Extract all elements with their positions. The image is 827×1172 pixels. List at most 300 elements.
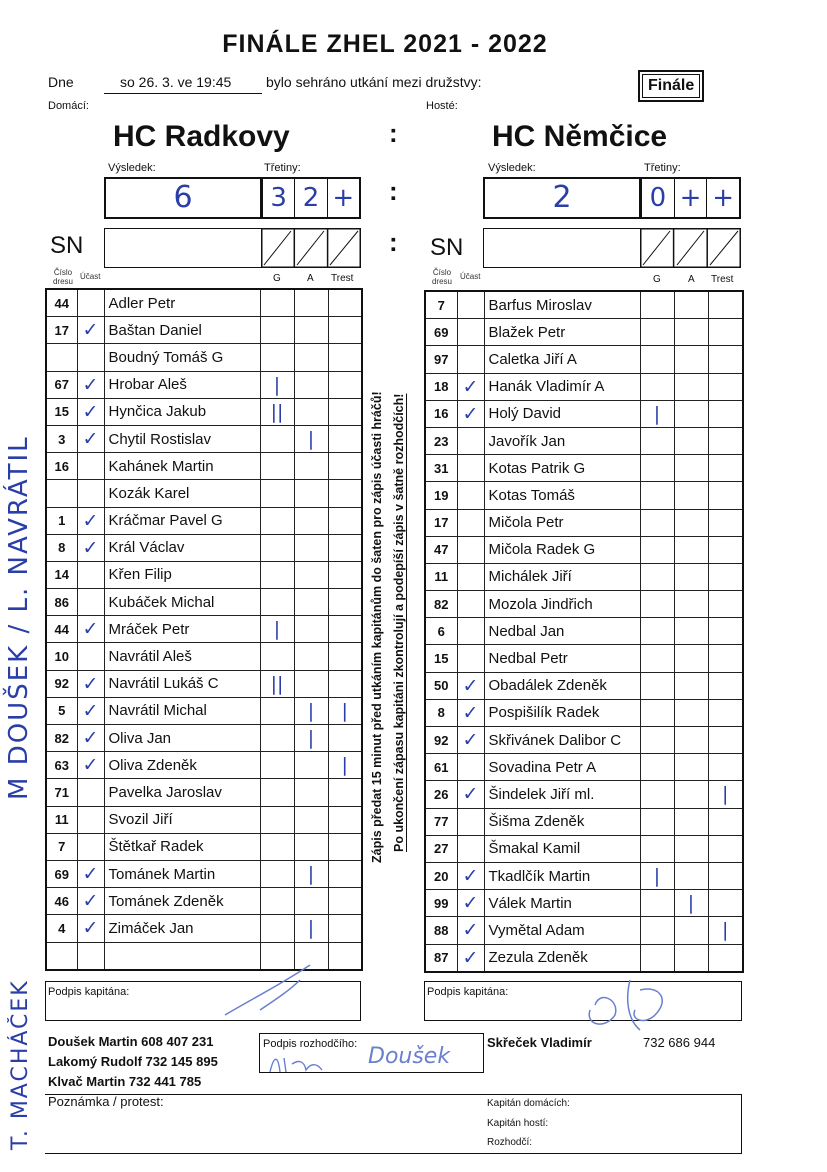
home-player-penalty[interactable] bbox=[328, 507, 362, 534]
home-player-attendance[interactable] bbox=[77, 833, 104, 860]
home-player-name[interactable]: Navrátil Aleš bbox=[104, 643, 260, 670]
guest-player-number[interactable]: 6 bbox=[425, 618, 457, 645]
home-player-number[interactable]: 86 bbox=[46, 589, 77, 616]
guest-player-name[interactable]: Nedbal Jan bbox=[484, 618, 640, 645]
guest-player-name[interactable]: Kotas Tomáš bbox=[484, 482, 640, 509]
guest-player-number[interactable]: 8 bbox=[425, 699, 457, 726]
home-player-number[interactable]: 69 bbox=[46, 860, 77, 887]
home-player-name[interactable]: Pavelka Jaroslav bbox=[104, 779, 260, 806]
guest-player-assists[interactable] bbox=[674, 727, 708, 754]
guest-player-penalty[interactable] bbox=[708, 835, 743, 862]
guest-player-goals[interactable] bbox=[640, 373, 674, 400]
home-player-name[interactable]: Oliva Zdeněk bbox=[104, 752, 260, 779]
home-player-name[interactable]: Hrobar Aleš bbox=[104, 371, 260, 398]
guest-player-goals[interactable] bbox=[640, 835, 674, 862]
guest-player-number[interactable]: 7 bbox=[425, 291, 457, 319]
home-player-attendance[interactable] bbox=[77, 643, 104, 670]
home-player-assists[interactable] bbox=[294, 371, 328, 398]
guest-player-attendance[interactable] bbox=[457, 427, 484, 454]
guest-player-number[interactable]: 19 bbox=[425, 482, 457, 509]
guest-player-goals[interactable] bbox=[640, 427, 674, 454]
home-player-penalty[interactable] bbox=[328, 725, 362, 752]
guest-player-assists[interactable] bbox=[674, 536, 708, 563]
home-player-number[interactable]: 5 bbox=[46, 697, 77, 724]
home-player-attendance[interactable] bbox=[77, 589, 104, 616]
home-player-name[interactable]: Křen Filip bbox=[104, 561, 260, 588]
home-player-assists[interactable] bbox=[294, 643, 328, 670]
guest-player-number[interactable]: 69 bbox=[425, 319, 457, 346]
guest-player-penalty[interactable] bbox=[708, 400, 743, 427]
home-player-goals[interactable] bbox=[260, 860, 294, 887]
guest-player-penalty[interactable] bbox=[708, 536, 743, 563]
home-player-goals[interactable] bbox=[260, 425, 294, 452]
home-player-attendance[interactable] bbox=[77, 779, 104, 806]
home-player-number[interactable]: 10 bbox=[46, 643, 77, 670]
guest-player-name[interactable]: Válek Martin bbox=[484, 890, 640, 917]
home-player-goals[interactable] bbox=[260, 752, 294, 779]
guest-player-goals[interactable] bbox=[640, 482, 674, 509]
home-player-assists[interactable]: | bbox=[294, 425, 328, 452]
guest-player-attendance[interactable] bbox=[457, 319, 484, 346]
home-player-penalty[interactable] bbox=[328, 317, 362, 344]
home-player-assists[interactable] bbox=[294, 670, 328, 697]
home-player-assists[interactable] bbox=[294, 752, 328, 779]
home-player-penalty[interactable] bbox=[328, 643, 362, 670]
guest-player-penalty[interactable] bbox=[708, 346, 743, 373]
home-player-assists[interactable] bbox=[294, 561, 328, 588]
guest-player-attendance[interactable] bbox=[457, 835, 484, 862]
home-player-goals[interactable] bbox=[260, 833, 294, 860]
home-player-name[interactable]: Štětkař Radek bbox=[104, 833, 260, 860]
home-player-penalty[interactable] bbox=[328, 480, 362, 507]
home-player-penalty[interactable] bbox=[328, 616, 362, 643]
home-player-assists[interactable] bbox=[294, 616, 328, 643]
guest-player-number[interactable]: 17 bbox=[425, 509, 457, 536]
home-player-number[interactable]: 82 bbox=[46, 725, 77, 752]
guest-player-attendance[interactable]: ✓ bbox=[457, 672, 484, 699]
home-player-name[interactable]: Tománek Zdeněk bbox=[104, 888, 260, 915]
home-player-goals[interactable] bbox=[260, 725, 294, 752]
home-player-number[interactable]: 15 bbox=[46, 398, 77, 425]
home-player-assists[interactable] bbox=[294, 317, 328, 344]
guest-player-assists[interactable] bbox=[674, 319, 708, 346]
home-player-penalty[interactable] bbox=[328, 860, 362, 887]
home-player-assists[interactable]: | bbox=[294, 725, 328, 752]
guest-player-attendance[interactable] bbox=[457, 618, 484, 645]
home-player-attendance[interactable] bbox=[77, 561, 104, 588]
home-player-attendance[interactable]: ✓ bbox=[77, 752, 104, 779]
guest-player-attendance[interactable] bbox=[457, 291, 484, 319]
home-player-number[interactable]: 8 bbox=[46, 534, 77, 561]
home-player-penalty[interactable] bbox=[328, 561, 362, 588]
home-player-penalty[interactable] bbox=[328, 289, 362, 317]
guest-player-goals[interactable] bbox=[640, 536, 674, 563]
home-player-assists[interactable]: | bbox=[294, 860, 328, 887]
guest-player-goals[interactable] bbox=[640, 618, 674, 645]
guest-player-goals[interactable] bbox=[640, 563, 674, 590]
home-player-goals[interactable] bbox=[260, 507, 294, 534]
home-player-number[interactable]: 7 bbox=[46, 833, 77, 860]
home-player-name[interactable]: Kubáček Michal bbox=[104, 589, 260, 616]
guest-player-attendance[interactable]: ✓ bbox=[457, 699, 484, 726]
home-player-number[interactable]: 17 bbox=[46, 317, 77, 344]
guest-player-goals[interactable] bbox=[640, 455, 674, 482]
guest-player-name[interactable]: Vymětal Adam bbox=[484, 917, 640, 944]
home-player-name[interactable]: Hynčica Jakub bbox=[104, 398, 260, 425]
guest-player-penalty[interactable] bbox=[708, 509, 743, 536]
guest-player-number[interactable]: 92 bbox=[425, 727, 457, 754]
guest-player-assists[interactable]: | bbox=[674, 890, 708, 917]
home-player-penalty[interactable] bbox=[328, 589, 362, 616]
home-player-penalty[interactable] bbox=[328, 833, 362, 860]
guest-player-number[interactable]: 88 bbox=[425, 917, 457, 944]
guest-player-number[interactable]: 97 bbox=[425, 346, 457, 373]
guest-player-goals[interactable] bbox=[640, 319, 674, 346]
home-player-assists[interactable] bbox=[294, 289, 328, 317]
home-player-name[interactable]: Adler Petr bbox=[104, 289, 260, 317]
home-player-attendance[interactable]: ✓ bbox=[77, 317, 104, 344]
home-player-goals[interactable] bbox=[260, 779, 294, 806]
home-player-number[interactable]: 3 bbox=[46, 425, 77, 452]
home-player-goals[interactable]: || bbox=[260, 670, 294, 697]
guest-player-penalty[interactable] bbox=[708, 591, 743, 618]
home-player-name[interactable]: Chytil Rostislav bbox=[104, 425, 260, 452]
home-player-goals[interactable] bbox=[260, 561, 294, 588]
guest-player-attendance[interactable] bbox=[457, 346, 484, 373]
home-player-number[interactable]: 16 bbox=[46, 453, 77, 480]
home-player-attendance[interactable]: ✓ bbox=[77, 697, 104, 724]
guest-player-name[interactable]: Zezula Zdeněk bbox=[484, 944, 640, 972]
guest-player-assists[interactable] bbox=[674, 944, 708, 972]
home-player-goals[interactable] bbox=[260, 643, 294, 670]
guest-player-name[interactable]: Michálek Jiří bbox=[484, 563, 640, 590]
home-player-number[interactable] bbox=[46, 344, 77, 371]
guest-player-number[interactable]: 61 bbox=[425, 754, 457, 781]
guest-player-number[interactable]: 27 bbox=[425, 835, 457, 862]
home-player-penalty[interactable] bbox=[328, 915, 362, 942]
guest-player-goals[interactable] bbox=[640, 672, 674, 699]
home-player-number[interactable]: 71 bbox=[46, 779, 77, 806]
guest-player-penalty[interactable] bbox=[708, 808, 743, 835]
home-player-assists[interactable] bbox=[294, 779, 328, 806]
home-player-goals[interactable] bbox=[260, 589, 294, 616]
guest-player-name[interactable]: Mozola Jindřich bbox=[484, 591, 640, 618]
home-player-attendance[interactable]: ✓ bbox=[77, 425, 104, 452]
home-player-goals[interactable] bbox=[260, 480, 294, 507]
guest-player-name[interactable]: Mičola Radek G bbox=[484, 536, 640, 563]
guest-player-penalty[interactable] bbox=[708, 645, 743, 672]
guest-player-attendance[interactable]: ✓ bbox=[457, 917, 484, 944]
home-player-goals[interactable]: | bbox=[260, 616, 294, 643]
guest-player-goals[interactable] bbox=[640, 917, 674, 944]
home-player-number[interactable] bbox=[46, 942, 77, 970]
home-player-attendance[interactable] bbox=[77, 453, 104, 480]
home-sn-periods bbox=[261, 228, 361, 268]
guest-player-assists[interactable] bbox=[674, 699, 708, 726]
guest-player-attendance[interactable]: ✓ bbox=[457, 890, 484, 917]
home-player-assists[interactable]: | bbox=[294, 697, 328, 724]
guest-player-number[interactable]: 15 bbox=[425, 645, 457, 672]
guest-player-attendance[interactable] bbox=[457, 754, 484, 781]
guest-player-attendance[interactable] bbox=[457, 591, 484, 618]
guest-player-assists[interactable] bbox=[674, 591, 708, 618]
guest-player-assists[interactable] bbox=[674, 509, 708, 536]
home-player-penalty[interactable] bbox=[328, 425, 362, 452]
home-player-penalty[interactable] bbox=[328, 806, 362, 833]
guest-player-assists[interactable] bbox=[674, 808, 708, 835]
guest-player-assists[interactable] bbox=[674, 754, 708, 781]
guest-player-name[interactable]: Hanák Vladimír A bbox=[484, 373, 640, 400]
home-player-goals[interactable]: || bbox=[260, 398, 294, 425]
guest-player-penalty[interactable] bbox=[708, 482, 743, 509]
home-player-goals[interactable] bbox=[260, 453, 294, 480]
home-player-name[interactable]: Baštan Daniel bbox=[104, 317, 260, 344]
home-player-goals[interactable] bbox=[260, 289, 294, 317]
guest-player-goals[interactable] bbox=[640, 291, 674, 319]
guest-player-assists[interactable] bbox=[674, 563, 708, 590]
home-player-assists[interactable] bbox=[294, 534, 328, 561]
home-player-goals[interactable] bbox=[260, 697, 294, 724]
home-player-goals[interactable] bbox=[260, 344, 294, 371]
guest-player-name[interactable]: Tkadlčík Martin bbox=[484, 862, 640, 889]
home-player-name[interactable]: Tománek Martin bbox=[104, 860, 260, 887]
home-player-name[interactable]: Mráček Petr bbox=[104, 616, 260, 643]
guest-player-goals[interactable]: | bbox=[640, 400, 674, 427]
guest-player-name[interactable]: Javořík Jan bbox=[484, 427, 640, 454]
guest-player-attendance[interactable]: ✓ bbox=[457, 781, 484, 808]
guest-player-assists[interactable] bbox=[674, 482, 708, 509]
guest-player-penalty[interactable] bbox=[708, 291, 743, 319]
guest-player-name[interactable]: Šmakal Kamil bbox=[484, 835, 640, 862]
guest-player-number[interactable]: 26 bbox=[425, 781, 457, 808]
guest-player-goals[interactable] bbox=[640, 781, 674, 808]
home-player-number[interactable]: 4 bbox=[46, 915, 77, 942]
home-player-attendance[interactable]: ✓ bbox=[77, 398, 104, 425]
guest-player-attendance[interactable] bbox=[457, 509, 484, 536]
guest-player-name[interactable]: Skřivánek Dalibor C bbox=[484, 727, 640, 754]
home-player-name[interactable]: Navrátil Lukáš C bbox=[104, 670, 260, 697]
guest-player-name[interactable]: Kotas Patrik G bbox=[484, 455, 640, 482]
home-player-attendance[interactable]: ✓ bbox=[77, 507, 104, 534]
guest-player-goals[interactable]: | bbox=[640, 862, 674, 889]
guest-player-penalty[interactable] bbox=[708, 319, 743, 346]
guest-player-number[interactable]: 31 bbox=[425, 455, 457, 482]
home-player-number[interactable]: 92 bbox=[46, 670, 77, 697]
guest-player-number[interactable]: 16 bbox=[425, 400, 457, 427]
guest-player-goals[interactable] bbox=[640, 346, 674, 373]
home-player-number[interactable]: 11 bbox=[46, 806, 77, 833]
guest-player-name[interactable]: Šindelek Jiří ml. bbox=[484, 781, 640, 808]
guest-player-number[interactable]: 18 bbox=[425, 373, 457, 400]
guest-player-assists[interactable] bbox=[674, 346, 708, 373]
home-player-number[interactable]: 44 bbox=[46, 616, 77, 643]
guest-player-number[interactable]: 47 bbox=[425, 536, 457, 563]
guest-player-attendance[interactable]: ✓ bbox=[457, 727, 484, 754]
home-player-attendance[interactable]: ✓ bbox=[77, 888, 104, 915]
home-player-name[interactable]: Kahánek Martin bbox=[104, 453, 260, 480]
guest-player-penalty[interactable] bbox=[708, 727, 743, 754]
guest-player-assists[interactable] bbox=[674, 373, 708, 400]
guest-player-assists[interactable] bbox=[674, 781, 708, 808]
home-player-assists[interactable] bbox=[294, 507, 328, 534]
guest-player-assists[interactable] bbox=[674, 672, 708, 699]
guest-player-attendance[interactable] bbox=[457, 536, 484, 563]
guest-player-goals[interactable] bbox=[640, 890, 674, 917]
guest-player-name[interactable]: Mičola Petr bbox=[484, 509, 640, 536]
home-player-goals[interactable]: | bbox=[260, 371, 294, 398]
guest-player-goals[interactable] bbox=[640, 808, 674, 835]
guest-player-name[interactable]: Sovadina Petr A bbox=[484, 754, 640, 781]
guest-player-goals[interactable] bbox=[640, 944, 674, 972]
guest-player-penalty[interactable] bbox=[708, 672, 743, 699]
home-player-attendance[interactable] bbox=[77, 289, 104, 317]
home-player-attendance[interactable]: ✓ bbox=[77, 725, 104, 752]
home-player-assists[interactable] bbox=[294, 888, 328, 915]
home-player-number[interactable] bbox=[46, 480, 77, 507]
home-player-assists[interactable] bbox=[294, 453, 328, 480]
home-player-penalty[interactable]: | bbox=[328, 752, 362, 779]
home-player-penalty[interactable] bbox=[328, 670, 362, 697]
guest-player-assists[interactable] bbox=[674, 835, 708, 862]
guest-player-penalty[interactable] bbox=[708, 754, 743, 781]
guest-player-attendance[interactable] bbox=[457, 808, 484, 835]
guest-player-number[interactable]: 77 bbox=[425, 808, 457, 835]
guest-player-penalty[interactable] bbox=[708, 862, 743, 889]
home-player-attendance[interactable] bbox=[77, 806, 104, 833]
home-player-penalty[interactable] bbox=[328, 779, 362, 806]
guest-player-penalty[interactable] bbox=[708, 427, 743, 454]
guest-player-number[interactable]: 23 bbox=[425, 427, 457, 454]
home-player-name[interactable]: Oliva Jan bbox=[104, 725, 260, 752]
home-player-penalty[interactable] bbox=[328, 371, 362, 398]
guest-player-goals[interactable] bbox=[640, 591, 674, 618]
home-player-name[interactable]: Navrátil Michal bbox=[104, 697, 260, 724]
home-player-attendance[interactable] bbox=[77, 480, 104, 507]
home-player-penalty[interactable]: | bbox=[328, 697, 362, 724]
guest-player-attendance[interactable]: ✓ bbox=[457, 400, 484, 427]
guest-player-number[interactable]: 82 bbox=[425, 591, 457, 618]
home-player-number[interactable]: 67 bbox=[46, 371, 77, 398]
guest-player-penalty[interactable] bbox=[708, 944, 743, 972]
home-player-goals[interactable] bbox=[260, 888, 294, 915]
home-player-penalty[interactable] bbox=[328, 453, 362, 480]
home-player-name[interactable]: Kráčmar Pavel G bbox=[104, 507, 260, 534]
home-player-number[interactable]: 14 bbox=[46, 561, 77, 588]
home-player-name[interactable]: Král Václav bbox=[104, 534, 260, 561]
guest-player-goals[interactable] bbox=[640, 509, 674, 536]
guest-player-name[interactable]: Pospišilík Radek bbox=[484, 699, 640, 726]
guest-player-attendance[interactable] bbox=[457, 455, 484, 482]
guest-player-number[interactable]: 50 bbox=[425, 672, 457, 699]
guest-player-number[interactable]: 20 bbox=[425, 862, 457, 889]
home-player-assists[interactable] bbox=[294, 589, 328, 616]
guest-player-penalty[interactable] bbox=[708, 618, 743, 645]
home-player-number[interactable]: 44 bbox=[46, 289, 77, 317]
guest-player-attendance[interactable] bbox=[457, 563, 484, 590]
guest-player-number[interactable]: 11 bbox=[425, 563, 457, 590]
guest-player-number[interactable]: 87 bbox=[425, 944, 457, 972]
home-player-name[interactable]: Svozil Jiří bbox=[104, 806, 260, 833]
guest-player-assists[interactable] bbox=[674, 862, 708, 889]
guest-player-name[interactable]: Šišma Zdeněk bbox=[484, 808, 640, 835]
guest-player-attendance[interactable]: ✓ bbox=[457, 373, 484, 400]
home-player-assists[interactable] bbox=[294, 398, 328, 425]
home-player-name[interactable]: Boudný Tomáš G bbox=[104, 344, 260, 371]
home-player-attendance[interactable] bbox=[77, 942, 104, 970]
guest-player-penalty[interactable] bbox=[708, 455, 743, 482]
guest-player-assists[interactable] bbox=[674, 645, 708, 672]
home-player-penalty[interactable] bbox=[328, 344, 362, 371]
home-player-penalty[interactable] bbox=[328, 534, 362, 561]
home-player-assists[interactable] bbox=[294, 806, 328, 833]
home-player-goals[interactable] bbox=[260, 806, 294, 833]
guest-player-penalty[interactable] bbox=[708, 890, 743, 917]
home-player-penalty[interactable] bbox=[328, 398, 362, 425]
guest-player-name[interactable]: Holý David bbox=[484, 400, 640, 427]
guest-player-attendance[interactable]: ✓ bbox=[457, 862, 484, 889]
guest-player-goals[interactable] bbox=[640, 727, 674, 754]
guest-player-attendance[interactable] bbox=[457, 645, 484, 672]
home-player-name[interactable]: Zimáček Jan bbox=[104, 915, 260, 942]
home-player-attendance[interactable]: ✓ bbox=[77, 915, 104, 942]
home-player-assists[interactable] bbox=[294, 480, 328, 507]
home-player-penalty[interactable] bbox=[328, 888, 362, 915]
guest-player-assists[interactable] bbox=[674, 427, 708, 454]
home-player-assists[interactable]: | bbox=[294, 915, 328, 942]
guest-player-assists[interactable] bbox=[674, 917, 708, 944]
home-player-attendance[interactable]: ✓ bbox=[77, 534, 104, 561]
guest-player-penalty[interactable]: | bbox=[708, 781, 743, 808]
note-guest-captain: Kapitán hostí: bbox=[487, 1118, 549, 1129]
guest-player-assists[interactable] bbox=[674, 618, 708, 645]
home-player-number[interactable]: 1 bbox=[46, 507, 77, 534]
home-player-number[interactable]: 46 bbox=[46, 888, 77, 915]
guest-player-name[interactable]: Barfus Miroslav bbox=[484, 291, 640, 319]
home-player-attendance[interactable]: ✓ bbox=[77, 860, 104, 887]
guest-player-goals[interactable] bbox=[640, 754, 674, 781]
guest-player-penalty[interactable] bbox=[708, 563, 743, 590]
home-player-attendance[interactable]: ✓ bbox=[77, 670, 104, 697]
home-player-goals[interactable] bbox=[260, 534, 294, 561]
home-player-assists[interactable] bbox=[294, 833, 328, 860]
guest-player-penalty[interactable] bbox=[708, 699, 743, 726]
home-player-goals[interactable] bbox=[260, 915, 294, 942]
guest-player-assists[interactable] bbox=[674, 291, 708, 319]
home-player-attendance[interactable]: ✓ bbox=[77, 371, 104, 398]
home-player-penalty[interactable] bbox=[328, 942, 362, 970]
guest-player-goals[interactable] bbox=[640, 699, 674, 726]
guest-player-goals[interactable] bbox=[640, 645, 674, 672]
home-player-goals[interactable] bbox=[260, 317, 294, 344]
home-score-box bbox=[104, 177, 262, 219]
guest-player-penalty[interactable]: | bbox=[708, 917, 743, 944]
home-player-assists[interactable] bbox=[294, 344, 328, 371]
guest-player-attendance[interactable] bbox=[457, 482, 484, 509]
home-player-name[interactable]: Kozák Karel bbox=[104, 480, 260, 507]
home-player-attendance[interactable]: ✓ bbox=[77, 616, 104, 643]
guest-player-name[interactable]: Obadálek Zdeněk bbox=[484, 672, 640, 699]
guest-player-assists[interactable] bbox=[674, 400, 708, 427]
guest-player-name[interactable]: Nedbal Petr bbox=[484, 645, 640, 672]
guest-player-penalty[interactable] bbox=[708, 373, 743, 400]
guest-player-name[interactable]: Blažek Petr bbox=[484, 319, 640, 346]
home-player-attendance[interactable] bbox=[77, 344, 104, 371]
guest-player-attendance[interactable]: ✓ bbox=[457, 944, 484, 972]
guest-player-name[interactable]: Caletka Jiří A bbox=[484, 346, 640, 373]
home-player-number[interactable]: 63 bbox=[46, 752, 77, 779]
guest-player-number[interactable]: 99 bbox=[425, 890, 457, 917]
guest-player-assists[interactable] bbox=[674, 455, 708, 482]
